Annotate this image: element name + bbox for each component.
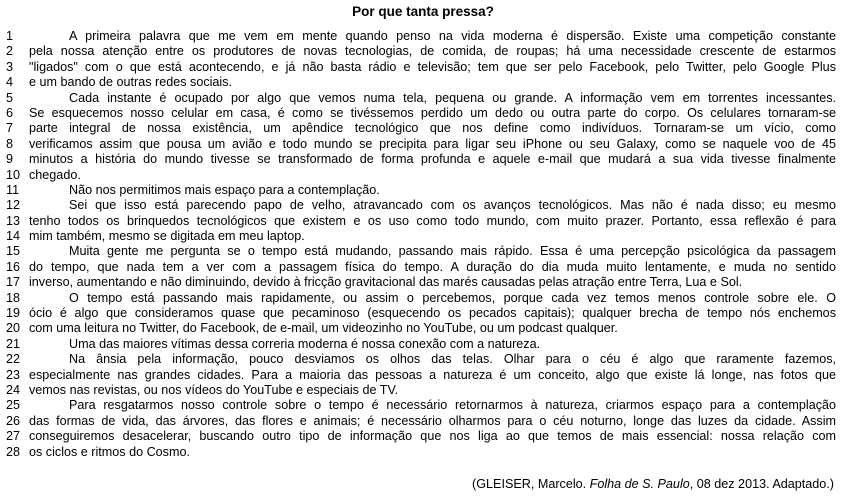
line-number: 20 (6, 321, 21, 336)
line-text: O tempo está passando mais rapidamente, ou assim o percebemos, porque cada vez temos menos controle sobre ele. O (69, 290, 836, 305)
line-text: Para resgatarmos nosso controle sobre o tempo é necessário retornarmos à natureza, criarmos espaço para a contemplação (69, 398, 836, 413)
text-line (0, 337, 846, 352)
text-line (0, 244, 846, 259)
line-text: os ciclos e ritmos do Cosmo. (29, 444, 190, 459)
line-number: 16 (6, 259, 21, 274)
source-date: , 08 dez 2013. Adaptado.) (689, 477, 834, 491)
text-line (0, 445, 846, 460)
text-line (0, 183, 846, 198)
line-text: das formas de vida, das árvores, das flores e animais; é necessário olharmos para o céu noturno, longe das luzes da cidade. Assim (29, 413, 836, 428)
text-line (0, 306, 846, 321)
text-line (0, 291, 846, 306)
text-line (0, 152, 846, 167)
source-citation (472, 477, 834, 492)
line-text: e um bando de outras redes sociais. (29, 75, 233, 90)
line-number: 11 (6, 182, 20, 197)
line-text: especialmente nas grandes cidades. Para a maioria das pessoas a natureza é um conceito, algo que existe lá longe, nas fotos que (29, 367, 836, 382)
line-number: 4 (6, 75, 14, 90)
line-text: Sei que isso está parecendo papo de velho, atravancado com os avanços tecnológicos. Mas não é nada disso; eu mesmo (69, 198, 836, 213)
line-number: 19 (6, 306, 21, 321)
line-number: 6 (6, 105, 14, 120)
line-text: "ligados" com o que está acontecendo, e já não basta rádio e televisão; tem que ser pelo Facebook, pelo Twitter, pelo Google Plus (29, 59, 836, 74)
text-line (0, 198, 846, 213)
text-line (0, 352, 846, 367)
text-line (0, 60, 846, 75)
line-text: conseguiremos desacelerar, buscando outro tipo de informação que nos liga ao que temos de mais essencial: nossa relação com (29, 429, 836, 444)
line-text: chegado. (29, 167, 81, 182)
line-number: 1 (6, 29, 14, 43)
line-text: A primeira palavra que me vem em mente quando penso na vida moderna é dispersão. Existe uma competição constante (69, 29, 836, 43)
line-text: parte integral de nossa existência, um apêndice tecnológico que nos define como indivíduos. Tornaram-se um vício, como (29, 121, 836, 136)
text-line (0, 168, 846, 183)
line-number: 5 (6, 90, 14, 105)
line-number: 7 (6, 121, 14, 136)
line-text: mim também, mesmo se digitada em meu laptop. (29, 229, 305, 244)
line-number: 21 (6, 336, 21, 351)
line-number: 12 (6, 198, 21, 213)
line-text: pela nossa atenção entre os produtores de novas tecnologias, de comida, de roupas; há uma necessidade crescente de estarmos (29, 44, 836, 59)
line-text: ócio é algo que consideramos quase que pecaminoso (esquecendo os pecados capitais); qualquer brecha de tempo nós enchemos (29, 306, 836, 321)
line-number: 10 (6, 167, 21, 182)
text-line (0, 44, 846, 59)
line-number: 14 (6, 229, 21, 244)
line-number: 15 (6, 244, 21, 259)
article-body (0, 29, 846, 460)
text-line (0, 414, 846, 429)
line-text: vemos nas revistas, ou nos vídeos do YouTube e especiais de TV. (29, 382, 399, 397)
line-text: minutos a história do mundo tivesse se transformado de forma profunda e aquele e-mail que mudará a sua vida tivesse finalmente (29, 152, 836, 167)
line-text: Uma das maiores vítimas dessa correria moderna é nossa conexão com a natureza. (69, 336, 541, 351)
text-line (0, 368, 846, 383)
line-text: com uma leitura no Twitter, do Facebook, de e-mail, um videozinho no YouTube, ou um podcast qualquer. (29, 321, 618, 336)
text-line (0, 121, 846, 136)
text-line (0, 91, 846, 106)
text-line (0, 429, 846, 444)
line-number: 13 (6, 213, 21, 228)
line-number: 2 (6, 44, 14, 59)
text-line (0, 398, 846, 413)
text-line (0, 75, 846, 90)
line-text: Muita gente me pergunta se o tempo está mudando, passando mais rápido. Essa é uma percepção psicológica da passagem (69, 244, 836, 259)
text-line (0, 321, 846, 336)
line-number: 25 (6, 398, 21, 413)
line-text: Cada instante é ocupado por algo que vemos numa tela, pequena ou grande. A informação vem em torrentes incessantes. (69, 90, 836, 105)
line-number: 9 (6, 152, 14, 167)
line-number: 3 (6, 59, 14, 74)
line-number: 24 (6, 382, 21, 397)
text-line (0, 260, 846, 275)
source-author: (GLEISER, Marcelo. (472, 477, 590, 491)
line-number: 26 (6, 413, 21, 428)
line-number: 22 (6, 352, 21, 367)
line-text: Se esquecemos nosso celular em casa, é como se tivéssemos perdido um dedo ou outra parte do corpo. Os celulares tornaram-se (29, 105, 836, 120)
line-text: do tempo, que nada tem a ver com a passagem física do tempo. A duração do dia muda muito lentamente, e muda no sentido (29, 259, 836, 274)
text-line (0, 137, 846, 152)
line-number: 18 (6, 290, 21, 305)
line-number: 23 (6, 367, 21, 382)
line-number: 28 (6, 444, 21, 459)
line-number: 27 (6, 429, 21, 444)
text-line (0, 383, 846, 398)
line-text: Na ânsia pela informação, pouco desviamos os olhos das telas. Olhar para o céu é algo que raramente fazemos, (69, 352, 836, 367)
line-text: inverso, aumentando e não diminuindo, devido à fricção gravitacional das marés causadas pelas atração entre Terra, Lua e Sol. (29, 275, 743, 290)
text-line (0, 229, 846, 244)
text-line (0, 29, 846, 44)
line-number: 8 (6, 136, 14, 151)
text-line (0, 275, 846, 290)
line-text: tenho todos os brinquedos tecnológicos que existem e os uso como todo mundo, com muito prazer. Portanto, essa reflexão é para (29, 213, 836, 228)
line-text: Não nos permitimos mais espaço para a contemplação. (69, 182, 380, 197)
line-text: verificamos assim que pousa um avião e todo mundo se precipita para ligar seu iPhone ou seu Galaxy, como se naquele voo de 45 (29, 136, 836, 151)
source-publication: Folha de S. Paulo (589, 477, 690, 491)
text-line (0, 106, 846, 121)
line-number: 17 (6, 275, 21, 290)
text-line (0, 214, 846, 229)
article-title: Por que tanta pressa? (352, 4, 494, 19)
